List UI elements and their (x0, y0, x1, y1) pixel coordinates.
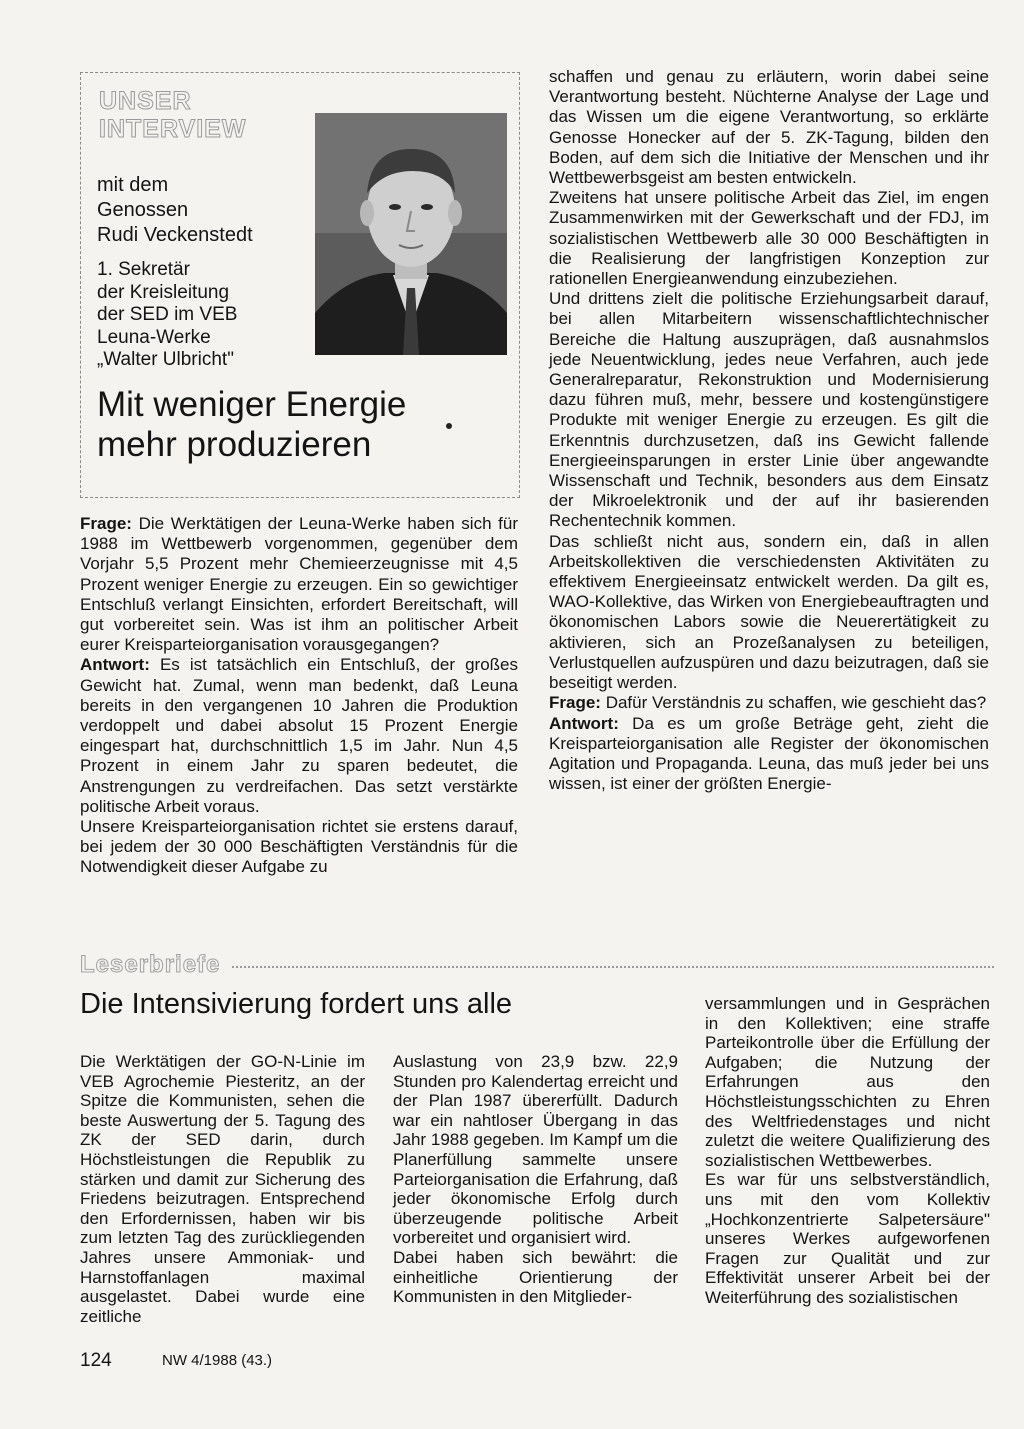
question-label: Frage: (80, 514, 132, 533)
paragraph: versammlungen und in Gesprächen in den Kollektiven; eine straffe Parteikontrolle über die Erfüllung der Aufgaben; die Nutzung der Erfahrungen aus den Höchstleistungsschichten zu Ehren des Weltfriedenstages und nicht zuletzt die weitere Qualifizierung des sozialistischen Wettbewerbes. (705, 994, 990, 1170)
role-line: Leuna-Werke (97, 326, 211, 348)
paragraph: Zweitens hat unsere politische Arbeit das Ziel, im engen Zusammenwirken mit der Gewerkschaft und der FDJ, im sozialistischen Wettbewerb alle 30 000 Beschäftigten in die Realisierung der langfristigen Konzeption zur rationellen Energieanwendung einzubeziehen. (549, 188, 989, 289)
answer-label: Antwort: (80, 655, 150, 675)
role-line: der Kreisleitung (97, 281, 230, 303)
answer-1 (80, 655, 518, 817)
portrait-photo (315, 113, 507, 355)
headline-line: mehr produzieren (97, 425, 372, 464)
role-line: „Walter Ulbricht" (97, 349, 234, 370)
question-text: Die Werktätigen der Leuna-Werke haben sich für 1988 im Wettbewerb vorgenommen, gegenüber dem Vorjahr 5,5 Prozent mehr Chemieerzeugnisse mit 4,5 Prozent weniger Energie zu erzeugen. Ein so gewichtiger Entschluß verlangt Einsichten, erfordert Bereitschaft, will gut vorbereitet sein. Was ist ihm an politischer Arbeit eurer Kreisparteiorganisation vorausgegangen? (80, 514, 518, 655)
paragraph: Die Werktätigen der GO-N-Linie im VEB Agrochemie Piesteritz, an der Spitze die Kommunisten, sehen die beste Auswertung der 5. Tagung des ZK der SED darin, durch Höchstleistungen die Republik zu stärken und damit zur Sicherung des Friedens beizutragen. Entsprechend den Erfordernissen, haben wir bis zum letzten Tag des zurückliegenden Jahres unsere Ammoniak- und Harnstoffanlagen maximal ausgelastet. Dabei wurde eine zeitliche (80, 1052, 365, 1326)
paragraph: schaffen und genau zu erläutern, worin dabei seine Verantwortung besteht. Nüchterne Analyse der Lage und das Wissen um die eigene Verantwortung, so erklärte Genosse Honecker auf der 5. ZK-Tagung, bilden den Boden, auf dem sich die Initiative der Menschen und ihr Wettbewerbsgeist am besten entwickeln. (549, 67, 989, 188)
article-right-column (549, 67, 989, 794)
interview-box (80, 72, 520, 498)
article-left-column (80, 514, 518, 878)
interview-intro (97, 173, 312, 248)
headline-line: Mit weniger Energie (97, 385, 407, 424)
paragraph: Auslastung von 23,9 bzw. 22,9 Stunden pro Kalendertag erreicht und der Plan 1987 übererfüllt. Dadurch war ein nahtloser Übergang in das Jahr 1988 gegeben. Im Kampf um die Planerfüllung sammelte unsere Parteiorganisation die Erfahrung, daß jeder ökonomische Erfolg durch überzeugende politische Arbeit vorbereitet und organisiert wird. (393, 1052, 678, 1248)
publication-reference: NW 4/1988 (43.) (162, 1352, 273, 1369)
kicker-line: UNSER (99, 87, 192, 115)
answer-label: Antwort: (549, 713, 619, 733)
answer-text: Da es um große Beträge geht, zieht die Kreisparteiorganisation alle Register der ökonomischen Agitation und Propaganda. Leuna, das muß jeder bei uns wissen, ist einer der größten Energie- (549, 713, 989, 794)
paragraph: Unsere Kreisparteiorganisation richtet sie erstens darauf, bei jedem der 30 000 Beschäftigten Verständnis für die Notwendigkeit dieser Aufgabe zu (80, 817, 518, 877)
intro-line: Genossen (97, 199, 189, 221)
section-divider (232, 966, 994, 968)
letters-title: Die Intensivierung fordert uns alle (80, 988, 513, 1020)
page-number: 124 (80, 1350, 112, 1371)
kicker-line: INTERVIEW (99, 115, 247, 143)
answer-text: Es ist tatsächlich ein Entschluß, der großes Gewicht hat. Zumal, wenn man bedenkt, daß Leuna bereits in den vergangenen 10 Jahren die Produktion verdoppelt und dabei absolut 15 Prozent Energie eingespart hat, durchschnittlich 1,5 im Jahr. Nun 4,5 Prozent in einem Jahr zu sparen bedeutet, die Anstrengungen zu verdreifachen. Das setzt verstärkte politische Arbeit voraus. (80, 655, 518, 816)
question-text: Dafür Verständnis zu schaffen, wie geschieht das? (600, 693, 987, 713)
letters-column-3 (705, 994, 990, 1308)
role-line: der SED im VEB (97, 304, 238, 325)
letters-column-2 (393, 1052, 678, 1307)
question-2 (549, 693, 989, 713)
interviewee-name: Rudi Veckenstedt (97, 224, 253, 246)
letters-kicker: Leserbriefe (80, 951, 221, 978)
paragraph: Das schließt nicht aus, sondern ein, daß in allen Arbeitskollektiven die verschiedensten Aktivitäten zu effektivem Energieeinsatz entwickelt werden. Da gilt es, WAO-Kollektive, das Wirken von Energiebeauftragten und ökonomischen Labors sowie die Neuerertätigkeit zu aktivieren, sich an Prozeßanalysen zu beteiligen, Verlustquellen aufzuspüren und dazu beizutragen, daß sie beseitigt werden. (549, 531, 989, 693)
paragraph: Und drittens zielt die politische Erziehungsarbeit darauf, bei allen Mitarbeitern wissenschaftlichtechnischer Bereiche die Haltung auszuprägen, daß ausnahmslos jede Neuentwicklung, jedes neue Verfahren, auch jede Generalreparatur, Rekonstruktion und Modernisierung dazu führen muß, mehr, bessere und kostengünstigere Produkte mit weniger Energie zu erzeugen. Es gilt die Erkenntnis durchzusetzen, daß ins Gewicht fallende Energieeinsparungen in erster Linie über angewandte Wissenschaft und Technik, besonders aus dem Einsatz der Mikroelektronik und der auf ihr basierenden Rechentechnik kommen. (549, 289, 989, 531)
portrait-illustration (315, 113, 507, 355)
intro-line: mit dem (97, 174, 169, 196)
question-1 (80, 514, 518, 655)
paragraph: Es war für uns selbstverständlich, uns mit den vom Kollektiv „Hochkonzentrierte Salpetersäure" unseres Werkes aufgeworfenen Fragen zur Qualität und zur Effektivität unserer Arbeit bei der Weiterführung des sozialistischen (705, 1170, 990, 1307)
letters-column-1 (80, 1052, 365, 1326)
decorative-dot (446, 423, 452, 429)
question-label: Frage: (549, 693, 601, 713)
interviewee-role (97, 259, 312, 372)
paragraph: Dabei haben sich bewährt: die einheitliche Orientierung der Kommunisten in den Mitglieder- (393, 1247, 678, 1307)
interview-kicker (99, 87, 246, 143)
answer-2 (549, 714, 989, 795)
role-line: 1. Sekretär (97, 259, 190, 280)
